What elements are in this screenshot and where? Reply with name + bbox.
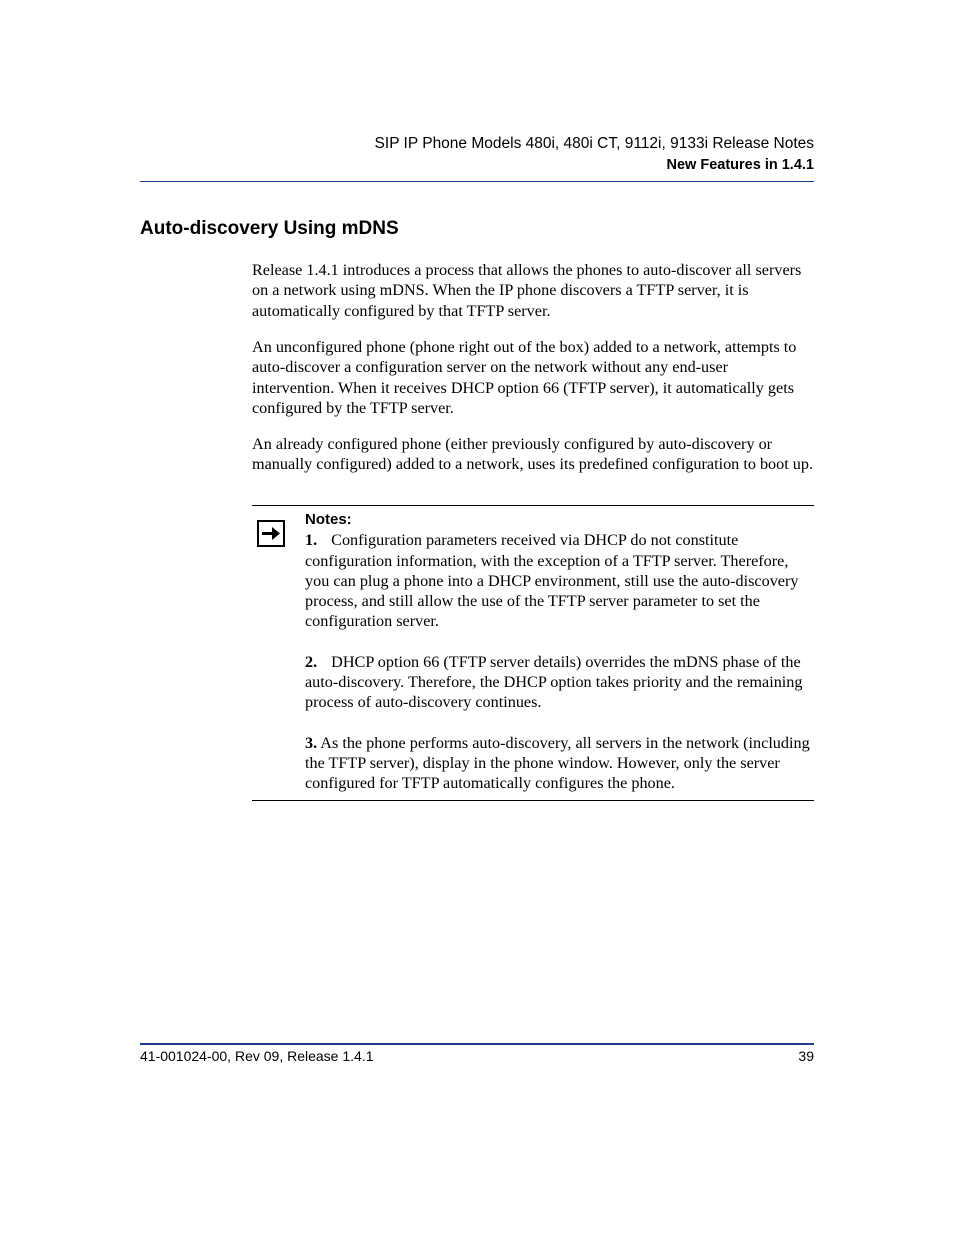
paragraph-1: [252, 260, 814, 321]
paragraph-text: An already configured phone (either previously configured by auto-discovery or manually configured) added to a network, uses its predefined configuration to boot up.: [252, 435, 814, 474]
footer-document-id: 41-001024-00, Rev 09, Release 1.4.1: [140, 1048, 374, 1064]
note-item: [305, 652, 815, 713]
paragraph-text: An unconfigured phone (phone right out of the box) added to a network, attempts to auto-discover a configuration server on the network without any end-user intervention. When it receives DHCP option 66 (TFTP server), it automatically gets configured by the TFTP server.: [252, 338, 797, 417]
paragraph-3: [252, 434, 814, 475]
header-document-title: SIP IP Phone Models 480i, 480i CT, 9112i, 9133i Release Notes: [374, 135, 814, 152]
section-title: Auto-discovery Using mDNS: [140, 218, 399, 239]
note-number: 2.: [305, 652, 318, 671]
footer-divider: [140, 1043, 814, 1045]
note-number: 1.: [305, 531, 318, 550]
note-text: DHCP option 66 (TFTP server details) overrides the mDNS phase of the auto-discovery. Therefore, the DHCP option takes priority and the remaining process of auto-discovery continues.: [305, 652, 803, 712]
header-section-name: New Features in 1.4.1: [666, 157, 814, 173]
footer-page-number: 39: [798, 1048, 814, 1064]
arrow-right-icon: [257, 520, 285, 547]
notes-top-divider: [252, 505, 814, 506]
note-text: As the phone performs auto-discovery, all servers in the network (including the TFTP server), display in the phone window. However, only the server configured for TFTP automatically configures the phone.: [305, 733, 810, 793]
note-item: [305, 733, 815, 794]
notes-bottom-divider: [252, 800, 814, 801]
header-divider: [140, 181, 814, 182]
notes-box: [305, 510, 815, 794]
paragraph-2: [252, 337, 814, 418]
note-text: Configuration parameters received via DHCP do not constitute configuration information, with the exception of a TFTP server. Therefore, you can plug a phone into a DHCP environment, still use the auto-discovery process, and still allow the use of the TFTP server parameter to set the configuration server.: [305, 531, 799, 631]
paragraph-text: Release 1.4.1 introduces a process that allows the phones to auto-discover all servers on a network using mDNS. When the IP phone discovers a TFTP server, it is automatically configured by that TFTP server.: [252, 261, 802, 320]
notes-title: Notes:: [305, 511, 352, 528]
note-number: 3.: [305, 733, 318, 752]
note-item: [305, 530, 815, 631]
